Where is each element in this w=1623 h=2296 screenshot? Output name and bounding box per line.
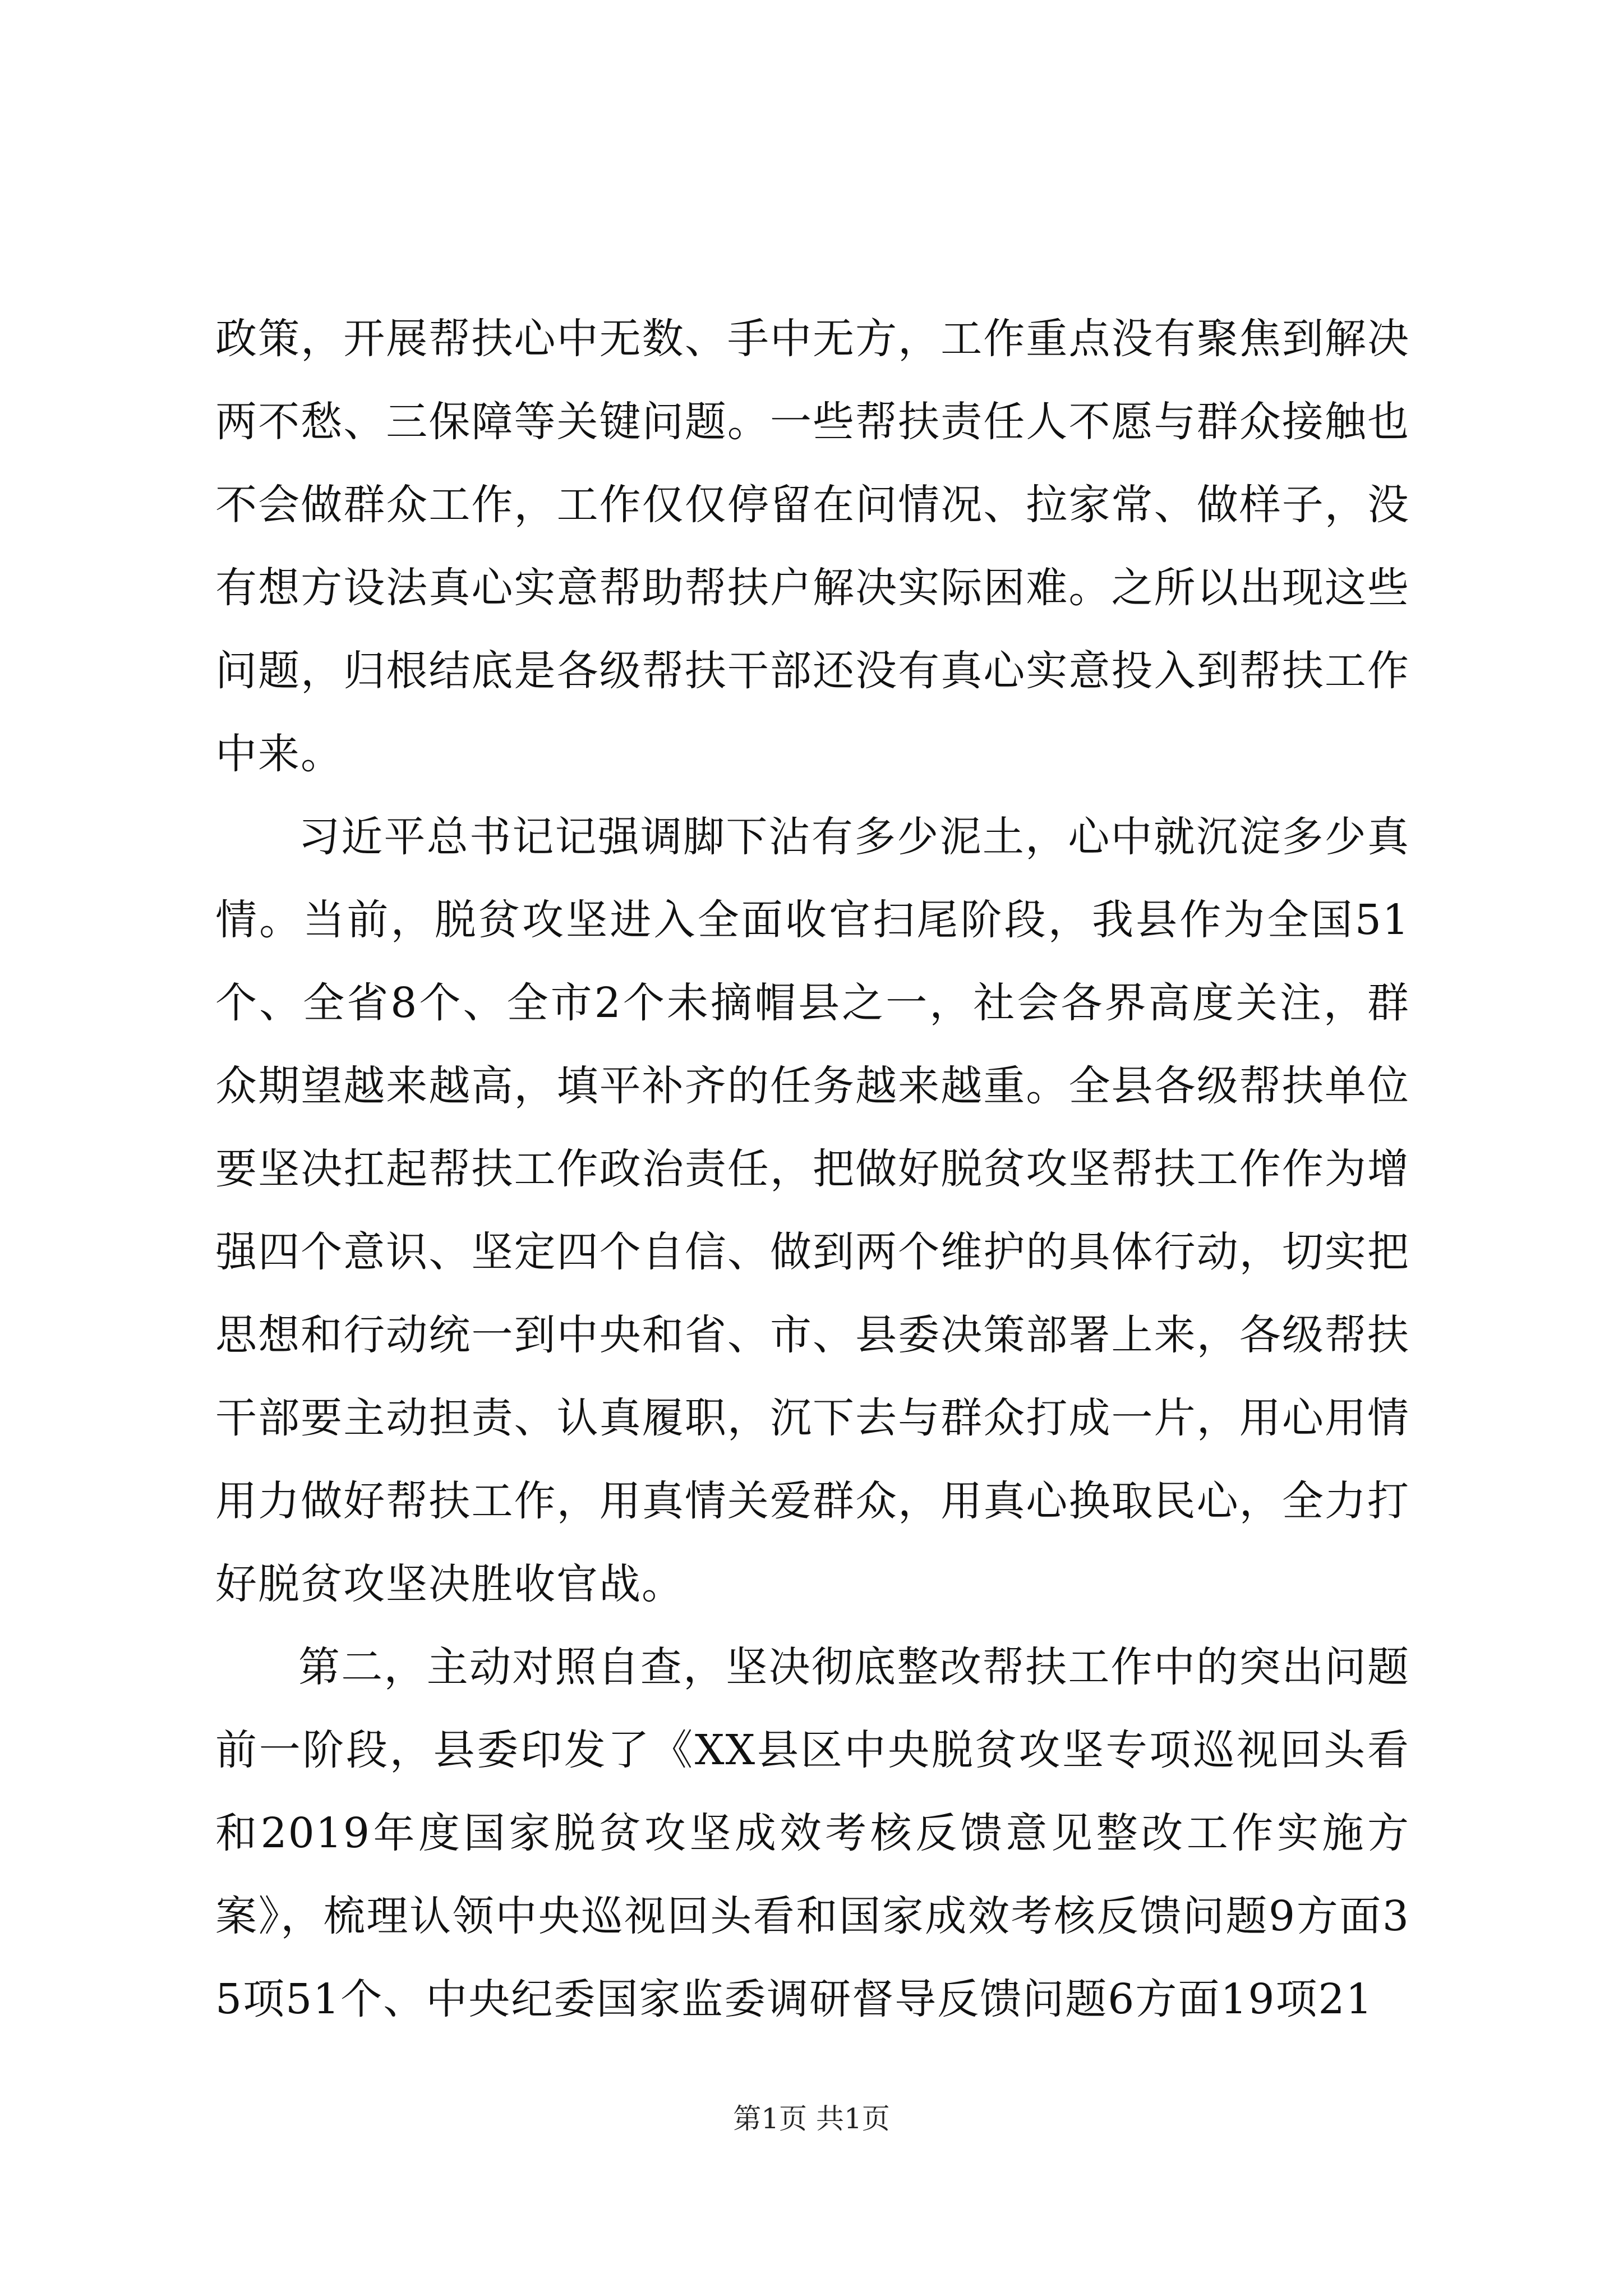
paragraph-3: 第二，主动对照自查，坚决彻底整改帮扶工作中的突出问题前一阶段，县委印发了《XX县区中央脱贫攻坚专项巡视回头看和2019年度国家脱贫攻坚成效考核反馈意见整改工作实施方案》，梳理认领中央巡视回头看和国家成效考核反馈问题9方面35项51个、中央纪委国家监委调研督导反馈问题6方面19项21 — [215, 1643, 1410, 2023]
page-footer: 第1页 共1页 — [733, 2102, 890, 2135]
paragraph-1: 政策，开展帮扶心中无数、手中无方，工作重点没有聚焦到解决两不愁、三保障等关键问题。一些帮扶责任人不愿与群众接触也不会做群众工作，工作仅仅停留在问情况、拉家常、做样子，没有想方设法真心实意帮助帮扶户解决实际困难。之所以出现这些问题，归根结底是各级帮扶干部还没有真心实意投入到帮扶工作中来。 — [215, 315, 1410, 778]
paragraph-2: 习近平总书记记强调脚下沾有多少泥土，心中就沉淀多少真情。当前，脱贫攻坚进入全面收官扫尾阶段，我县作为全国51个、全省8个、全市2个未摘帽县之一，社会各界高度关注，群众期望越来越高，填平补齐的任务越来越重。全县各级帮扶单位要坚决扛起帮扶工作政治责任，把做好脱贫攻坚帮扶工作作为增强四个意识、坚定四个自信、做到两个维护的具体行动，切实把思想和行动统一到中央和省、市、县委决策部署上来，各级帮扶干部要主动担责、认真履职，沉下去与群众打成一片，用心用情用力做好帮扶工作，用真情关爱群众，用真心换取民心，全力打好脱贫攻坚决胜收官战。 — [215, 813, 1410, 1608]
document-body — [215, 297, 1410, 2041]
